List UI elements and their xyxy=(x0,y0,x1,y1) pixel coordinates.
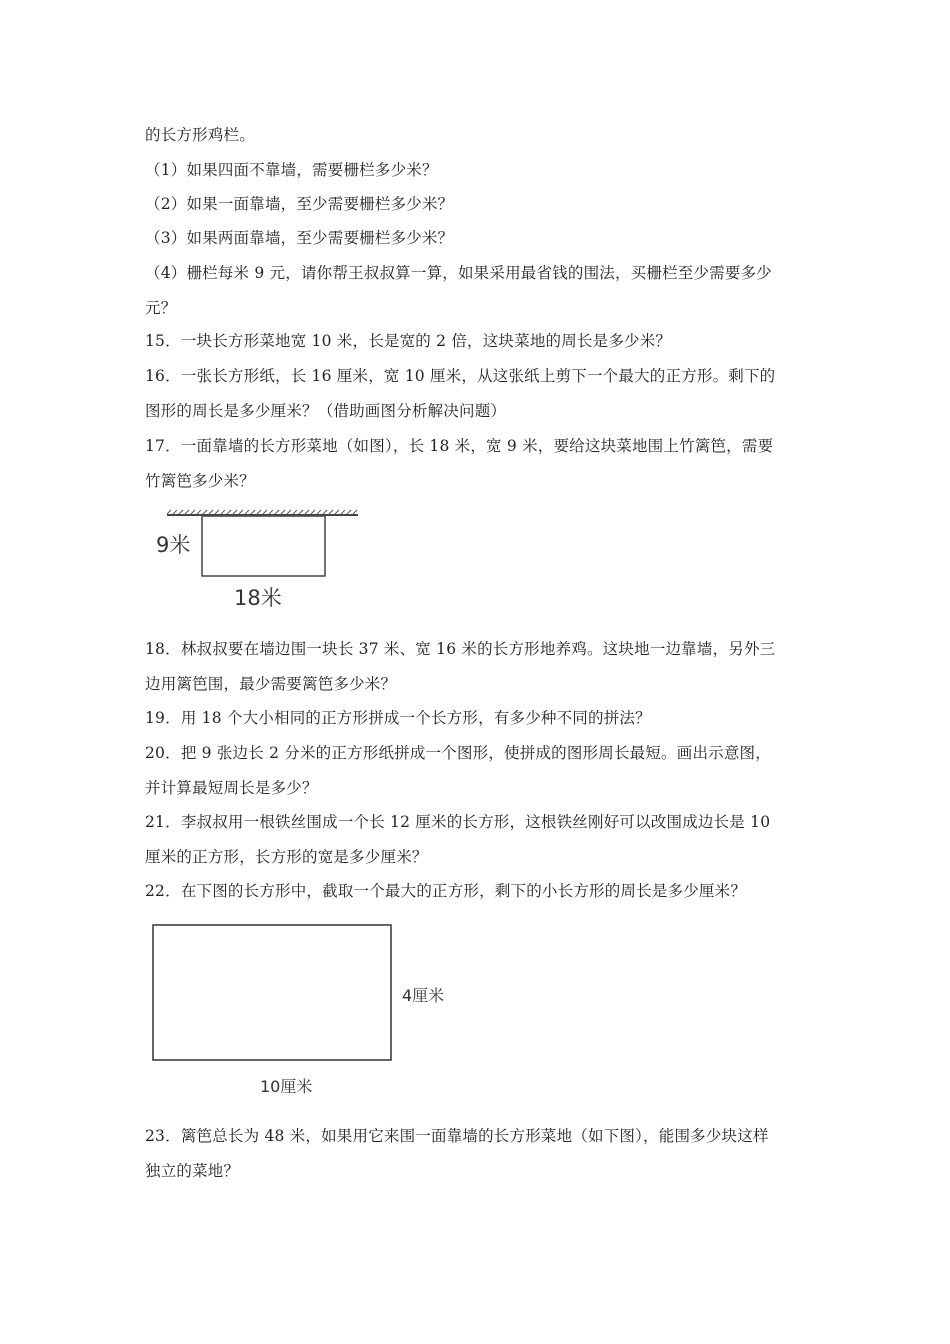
text-line: 的长方形鸡栏。 xyxy=(145,126,255,144)
text-line: （2）如果一面靠墙，至少需要栅栏多少米？ xyxy=(145,195,454,213)
vegetable-plot-rectangle xyxy=(202,516,325,576)
question-16: 16．一张长方形纸，长 16 厘米，宽 10 厘米，从这张纸上剪下一个最大的正方形。剩下的 xyxy=(145,367,776,385)
text-line: 边用篱笆围，最少需要篱笆多少米？ xyxy=(145,675,397,693)
large-rectangle xyxy=(153,925,391,1060)
question-18: 18．林叔叔要在墙边围一块长 37 米、宽 16 米的长方形地养鸡。这块地一边靠墙，另外三 xyxy=(145,640,776,658)
text-line: （4）栅栏每米 9 元，请你帮王叔叔算一算，如果采用最省钱的围法，买栅栏至少需要多少 xyxy=(145,264,772,282)
text-line: （1）如果四面不靠墙，需要栅栏多少米？ xyxy=(145,161,438,179)
text-line: 竹篱笆多少米？ xyxy=(145,472,255,490)
width-label: 9米 xyxy=(156,533,191,557)
question-19: 19．用 18 个大小相同的正方形拼成一个长方形，有多少种不同的拼法？ xyxy=(145,709,651,727)
text-line: 厘米的正方形，长方形的宽是多少厘米？ xyxy=(145,848,428,866)
question-22: 22．在下图的长方形中，截取一个最大的正方形，剩下的小长方形的周长是多少厘米？ xyxy=(145,882,747,900)
text-line: （3）如果两面靠墙，至少需要栅栏多少米？ xyxy=(145,229,454,247)
text-line: 元？ xyxy=(145,299,177,317)
height-label: 4厘米 xyxy=(402,986,445,1005)
question-23: 23．篱笆总长为 48 米，如果用它来围一面靠墙的长方形菜地（如下图），能围多少块这样 xyxy=(145,1127,769,1145)
question-20: 20．把 9 张边长 2 分米的正方形纸拼成一个图形，使拼成的图形周长最短。画出示意图， xyxy=(145,744,771,762)
figure-22-rectangle xyxy=(145,915,475,1105)
question-21: 21．李叔叔用一根铁丝围成一个长 12 厘米的长方形，这根铁丝刚好可以改围成边长是 10 xyxy=(145,813,771,831)
wall-hatching xyxy=(167,510,357,514)
text-line: 图形的周长是多少厘米？（借助画图分析解决问题） xyxy=(145,402,507,420)
question-17: 17．一面靠墙的长方形菜地（如图），长 18 米，宽 9 米，要给这块菜地围上竹篱笆，需要 xyxy=(145,437,774,455)
figure-17-wall-rectangle xyxy=(150,505,370,615)
text-line: 独立的菜地？ xyxy=(145,1162,240,1180)
width-label: 10厘米 xyxy=(260,1077,313,1096)
question-15: 15．一块长方形菜地宽 10 米，长是宽的 2 倍，这块菜地的周长是多少米？ xyxy=(145,332,672,350)
text-line: 并计算最短周长是多少？ xyxy=(145,779,318,797)
length-label: 18米 xyxy=(234,586,282,610)
